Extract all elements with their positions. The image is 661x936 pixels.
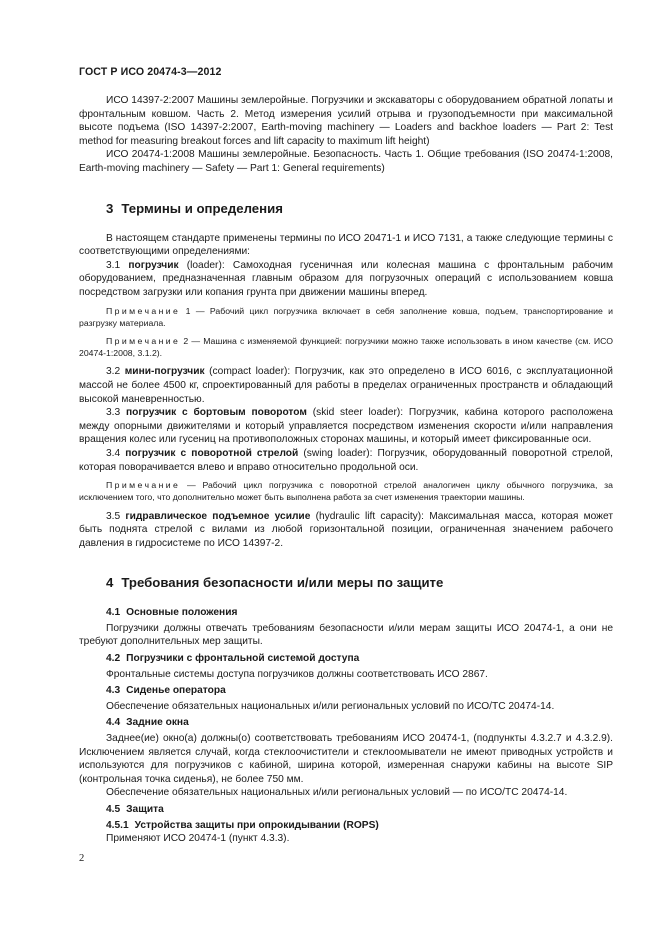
subsection-number: 4.4 [106, 717, 121, 729]
note-label: Примечание [106, 305, 181, 316]
subsection-number: 4.5.1 [106, 819, 129, 831]
subsection-title: Устройства защиты при опрокидывании (ROPS) [134, 819, 379, 831]
subsection-4-5-1-heading [79, 819, 613, 833]
term-number: 3.2 [106, 366, 121, 378]
subsection-4-3-text: Обеспечение обязательных национальных и/или региональных условий по ИСО/TC 20474-14. [106, 700, 555, 712]
note-2 [79, 335, 613, 359]
subsection-title: Погрузчики с фронтальной системой доступа [126, 653, 360, 665]
note-3 [79, 479, 613, 503]
section-number: 4 [106, 575, 114, 591]
term-definition: (loader): Самоходная гусеничная или колесная машина с фронтальным рабочим оборудованием, предназначенная главным образом для погрузочных операций с использованием ковша посредством загрузки или копания грунта при движении машины вперед. [79, 259, 613, 298]
note-1 [79, 305, 613, 329]
note-text: 1 — Рабочий цикл погрузчика включает в себя заполнение ковша, подъем, транспортирование и разгрузку материала. [79, 305, 613, 328]
section-3-intro: В настоящем стандарте применены термины по ИСО 20471-1 и ИСО 7131, а также следующие термины с соответствующими определениями: [79, 232, 613, 258]
normative-reference: ИСО 14397-2:2007 Машины землеройные. Погрузчики и экскаваторы с оборудованием обратной лопаты и фронтальным ковшом. Часть 2. Метод измерения усилий отрыва и грузоподъемности при максимальной высоте подъема (ISO 14397-2:2007, Earth-moving machinery — Loaders and backhoe loaders — Part 2: Test method for measuring breakout forces and lift capacity to maximum lift height) [79, 95, 613, 147]
term-definition: (hydraulic lift capacity): Максимальная масса, которая может быть поднята стрелой с вилами из любой горизонтальной позиции, ограниченная значением рабочего давления в гидросистеме по ИСО 14397-2. [79, 510, 613, 549]
subsection-4-2-heading [79, 652, 613, 666]
term-3-3 [79, 406, 613, 447]
subsection-4-4-text: Обеспечение обязательных национальных и/или региональных условий — по ИСО/TC 20474-14. [106, 787, 568, 799]
term-name: гидравлическое подъемное усилие [125, 510, 311, 522]
note-text: 2 — Машина с изменяемой функцией: погрузчики можно также использовать в ином качестве (см. ИСО 20474-1:2008, 3.1.2). [79, 335, 613, 359]
term-name: мини-погрузчик [124, 366, 205, 378]
subsection-number: 4.5 [106, 804, 121, 815]
term-definition: (swing loader): Погрузчик, оборудованный поворотной стрелой, которая поворачивается влево и вправо относительно продольной оси. [79, 447, 613, 473]
term-definition: (compact loader): Погрузчик, как это определено в ИСО 6016, с эксплуатационной массой не более 4500 кг, спроектированный для работы в пределах ограниченных пространств и обладающий высокой маневренностью. [79, 366, 613, 405]
subsection-number: 4.3 [106, 685, 121, 697]
section-number: 3 [106, 200, 114, 216]
subsection-4-1-heading [79, 606, 613, 620]
subsection-4-3-heading [79, 684, 613, 698]
subsection-title: Задние окна [126, 717, 189, 729]
subsection-title: Защита [126, 804, 164, 815]
subsection-title: Основные положения [126, 607, 238, 619]
subsection-4-5-1-text: Применяют ИСО 20474-1 (пункт 4.3.3). [106, 833, 290, 845]
term-3-5 [79, 510, 613, 551]
subsection-4-4-text: Заднее(ие) окно(а) должны(о) соответствовать требованиям ИСО 20474-1, (подпункты 4.3.2.7 и 4.3.2.9). Исключением является случай, когда стеклоочистители и стеклоомыватели не имеют приводных устройств и используются для погрузчиков с кабиной, ширина которой, измеренная снаружи кабины на высоте SIP (контрольная точка сиденья), не более 750 мм. [79, 733, 613, 785]
normative-reference: ИСО 20474-1:2008 Машины землеройные. Безопасность. Часть 1. Общие требования (ISO 20474-1:2008, Earth-moving machinery — Safety — Part 1: General requirements) [79, 149, 613, 174]
term-number: 3.3 [106, 407, 121, 419]
term-name: погрузчик с бортовым поворотом [126, 407, 307, 419]
note-label: Примечание [106, 335, 181, 346]
subsection-4-5-heading [79, 803, 613, 817]
term-number: 3.5 [106, 510, 121, 522]
term-definition: (skid steer loader): Погрузчик, кабина которого расположена между опорными движителями и который управляется посредством изменения скорости и/или направления вращения колес или гусениц на противоположных сторонах машины, и который имеет фиксированные оси. [79, 407, 613, 446]
note-text: — Рабочий цикл погрузчика с поворотной стрелой аналогичен циклу обычного погрузчика, за исключением того, что дополнительно может быть выполнена работа за счет изменения траектории машины. [79, 480, 613, 503]
term-3-1 [79, 259, 613, 300]
section-title: Требования безопасности и/или меры по защите [121, 575, 444, 591]
section-4-heading [79, 575, 613, 590]
page-content [79, 94, 613, 846]
term-number: 3.4 [106, 447, 121, 459]
running-header: ГОСТ Р ИСО 20474-3—2012 [79, 66, 222, 78]
section-title: Термины и определения [121, 200, 283, 216]
subsection-4-2-text: Фронтальные системы доступа погрузчиков должны соответствовать ИСО 2867. [106, 668, 488, 680]
term-number: 3.1 [106, 259, 121, 271]
subsection-4-4-heading [79, 716, 613, 730]
term-name: погрузчик с поворотной стрелой [125, 447, 299, 459]
subsection-title: Сиденье оператора [126, 685, 226, 697]
page-number: 2 [79, 853, 85, 864]
subsection-number: 4.1 [106, 607, 121, 619]
subsection-number: 4.2 [106, 653, 121, 665]
term-name: погрузчик [128, 259, 179, 271]
note-label: Примечание [106, 480, 181, 491]
section-3-heading [79, 201, 613, 216]
term-3-4 [79, 447, 613, 474]
subsection-4-1-text: Погрузчики должны отвечать требованиям безопасности и/или мерам защиты ИСО 20474-1, а они не требуют дополнительных мер защиты. [79, 622, 613, 648]
term-3-2 [79, 365, 613, 406]
